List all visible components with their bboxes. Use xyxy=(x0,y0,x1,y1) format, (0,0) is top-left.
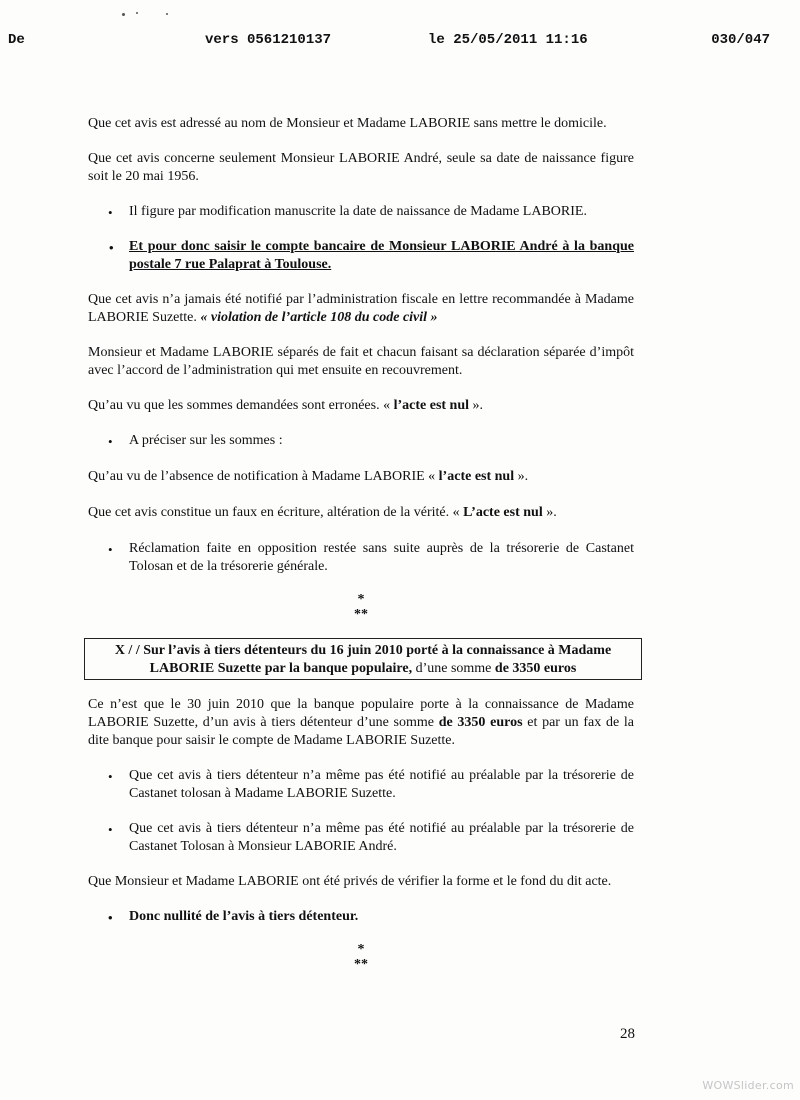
fax-from: De xyxy=(8,32,25,48)
watermark: WOWSlider.com xyxy=(702,1079,794,1092)
separator-line: ** xyxy=(354,957,368,972)
section-heading-text: d’une somme xyxy=(415,661,492,676)
paragraph-text: ». xyxy=(546,505,557,520)
section-heading-amount: de 3350 euros xyxy=(494,661,577,676)
bullet-text: Que cet avis à tiers détenteur n’a même pas été notifié au préalable par la trésorerie de Castanet Tolosan à Monsieur LABORIE André. xyxy=(129,821,634,854)
bullet-icon: • xyxy=(109,240,114,255)
fax-header xyxy=(8,32,770,50)
bullet-item xyxy=(88,540,634,576)
paragraph-text: Ce n’est que le 30 juin 2010 que la banque populaire porte à la connaissance de Madame LABORIE Suzette, d’un avis à tiers détenteur d’une somme xyxy=(88,697,634,730)
separator-line: ** xyxy=(354,607,368,622)
bullet-text: Réclamation faite en opposition restée sans suite auprès de la trésorerie de Castanet Tolosan et de la trésorerie générale. xyxy=(129,541,634,574)
paragraph xyxy=(88,291,634,327)
paragraph-text: ». xyxy=(472,398,484,413)
separator-line: * xyxy=(357,592,365,607)
bullet-item xyxy=(88,767,634,803)
paragraph-text: Qu’au vu que les sommes demandées sont erronées. « xyxy=(88,398,391,413)
paragraph: Que cet avis concerne seulement Monsieur LABORIE André, seule sa date de naissance figure soit le 20 mai 1956. xyxy=(88,151,634,184)
separator-line: * xyxy=(357,942,365,957)
paragraph xyxy=(88,696,634,750)
bullet-item xyxy=(88,820,634,856)
fax-to-number: vers 0561210137 xyxy=(205,32,332,48)
section-heading-box xyxy=(84,638,642,680)
bullet-item xyxy=(88,238,634,274)
bullet-icon: • xyxy=(108,769,113,784)
amount: de 3350 euros xyxy=(438,715,523,730)
fax-timestamp: le 25/05/2011 11:16 xyxy=(428,32,588,48)
emphasis: L’acte est nul xyxy=(463,505,543,520)
document-body xyxy=(88,115,634,972)
bullet-icon: • xyxy=(108,434,113,449)
bullet-icon: • xyxy=(108,542,113,557)
paragraph-text: Que cet avis constitue un faux en écriture, altération de la vérité. « xyxy=(88,505,460,520)
bullet-text: A préciser sur les sommes : xyxy=(129,433,283,448)
emphasis: l’acte est nul xyxy=(438,469,515,484)
bullet-icon: • xyxy=(108,822,113,837)
paragraph xyxy=(88,397,634,415)
paragraph-text: ». xyxy=(517,469,529,484)
scan-speck xyxy=(136,12,138,14)
paragraph-text: et par un fax de la dite banque pour saisir le compte de Madame LABORIE Suzette. xyxy=(88,715,635,748)
bullet-text: Il figure par modification manuscrite la date de naissance de Madame LABORIE. xyxy=(129,204,587,219)
bullet-item xyxy=(88,908,634,926)
bullet-item xyxy=(88,203,634,221)
bullet-text: Donc nullité de l’avis à tiers détenteur. xyxy=(129,909,359,924)
bullet-text: Que cet avis à tiers détenteur n’a même pas été notifié au préalable par la trésorerie de Castanet tolosan à Madame LABORIE Suzette. xyxy=(129,768,634,801)
paragraph-text: Qu’au vu de l’absence de notification à Madame LABORIE « xyxy=(88,469,436,484)
section-heading: X / / Sur l’avis à tiers détenteurs du 16 juin 2010 porté à la connaissance à Madame LABORIE Suzette par la banque populaire, xyxy=(114,643,612,676)
emphasis: l’acte est nul xyxy=(393,398,470,413)
fax-page-count: 030/047 xyxy=(711,32,770,48)
page-number: 28 xyxy=(620,1026,635,1042)
paragraph-text: Que cet avis n’a jamais été notifié par l’administration fiscale en lettre recommandée à Madame LABORIE Suzette. xyxy=(88,292,634,325)
legal-citation: « violation de l’article 108 du code civil » xyxy=(200,310,438,325)
section-separator xyxy=(88,592,634,622)
paragraph: Que cet avis est adressé au nom de Monsieur et Madame LABORIE sans mettre le domicile. xyxy=(88,116,607,131)
scan-speck xyxy=(122,13,125,16)
section-separator xyxy=(88,942,634,972)
paragraph xyxy=(88,504,634,522)
bullet-item xyxy=(88,432,634,450)
bullet-icon: • xyxy=(108,205,113,220)
scan-speck xyxy=(166,13,168,15)
bullet-text: Et pour donc saisir le compte bancaire de Monsieur LABORIE André à la banque postale 7 rue Palaprat à Toulouse. xyxy=(129,239,634,272)
paragraph xyxy=(88,468,634,486)
paragraph: Monsieur et Madame LABORIE séparés de fait et chacun faisant sa déclaration séparée d’impôt avec l’accord de l’administration qui met ensuite en recouvrement. xyxy=(88,345,634,378)
bullet-icon: • xyxy=(108,910,113,925)
paragraph: Que Monsieur et Madame LABORIE ont été privés de vérifier la forme et le fond du dit acte. xyxy=(88,874,612,889)
